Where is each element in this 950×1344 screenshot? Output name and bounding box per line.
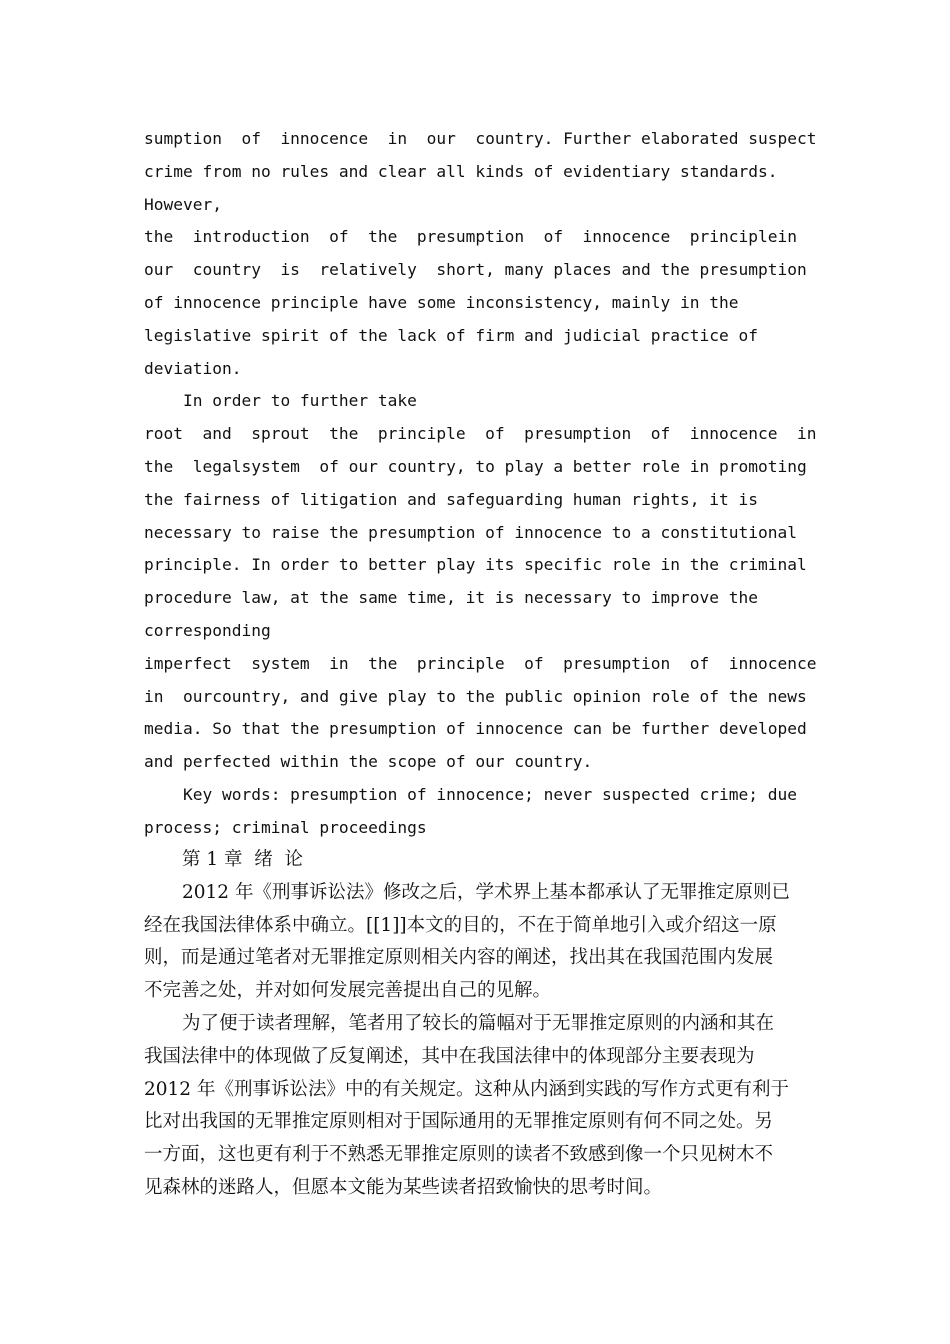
abstract-line: corresponding	[144, 620, 271, 640]
abstract-line: sumption of innocence in our country. Further elaborated suspect	[144, 129, 817, 148]
abstract-line: the fairness of litigation and safeguarding human rights, it is	[144, 489, 758, 509]
abstract-line: the legalsystem of our country, to play a better role in promoting	[144, 456, 807, 476]
paragraph-line: 比对出我国的无罪推定原则相对于国际通用的无罪推定原则有何不同之处。另	[144, 1111, 774, 1133]
abstract-line: However,	[144, 194, 222, 214]
abstract-line: imperfect system in the principle of presumption of innocence	[144, 653, 817, 673]
paragraph-line: 见森林的迷路人，但愿本文能为某些读者招致愉快的思考时间。	[144, 1176, 663, 1198]
paragraph-line: 我国法律中的体现做了反复阐述，其中在我国法律中的体现部分主要表现为	[144, 1045, 755, 1067]
paragraph-line: 不完善之处，并对如何发展完善提出自己的见解。	[144, 980, 552, 1002]
chapter-heading: 第 1 章 绪 论	[182, 849, 304, 870]
paragraph-line: 经在我国法律体系中确立。[[1]]本文的目的，不在于简单地引入或介绍这一原	[144, 914, 777, 936]
paragraph-line: 一方面，这也更有利于不熟悉无罪推定原则的读者不致感到像一个只见树木不	[144, 1144, 774, 1166]
abstract-line: media. So that the presumption of innocence can be further developed	[144, 719, 807, 739]
abstract-line: legislative spirit of the lack of firm and judicial practice of	[144, 325, 758, 345]
abstract-line: the introduction of the presumption of innocence principlein	[144, 227, 797, 247]
abstract-line: in ourcountry, and give play to the public opinion role of the news	[144, 686, 807, 706]
abstract-line: root and sprout the principle of presumption of innocence in	[144, 424, 817, 444]
paragraph-line: 则，而是通过笔者对无罪推定原则相关内容的阐述，找出其在我国范围内发展	[144, 947, 774, 969]
paragraph-line: 为了便于读者理解，笔者用了较长的篇幅对于无罪推定原则的内涵和其在	[182, 1012, 775, 1034]
abstract-line: In order to further take	[144, 391, 417, 411]
abstract-line: our country is relatively short, many places and the presumption	[144, 260, 807, 280]
paragraph-line: 2012 年《刑事诉讼法》修改之后，学术界上基本都承认了无罪推定原则已	[182, 881, 790, 903]
chapter-one	[144, 844, 814, 1205]
keywords-line: Key words: presumption of innocence; never suspected crime; due	[144, 784, 797, 804]
abstract-line: and perfected within the scope of our country.	[144, 752, 593, 772]
abstract-line: procedure law, at the same time, it is necessary to improve the	[144, 588, 758, 608]
english-abstract	[144, 123, 816, 845]
abstract-line: of innocence principle have some inconsistency, mainly in the	[144, 292, 739, 312]
abstract-line: crime from no rules and clear all kinds of evidentiary standards.	[144, 161, 778, 181]
paragraph-line: 2012 年《刑事诉讼法》中的有关规定。这种从内涵到实践的写作方式更有利于	[144, 1078, 789, 1100]
abstract-line: principle. In order to better play its specific role in the criminal	[144, 555, 807, 575]
abstract-line: deviation.	[144, 358, 242, 378]
abstract-line: necessary to raise the presumption of innocence to a constitutional	[144, 522, 797, 542]
keywords-line: process; criminal proceedings	[144, 817, 427, 837]
